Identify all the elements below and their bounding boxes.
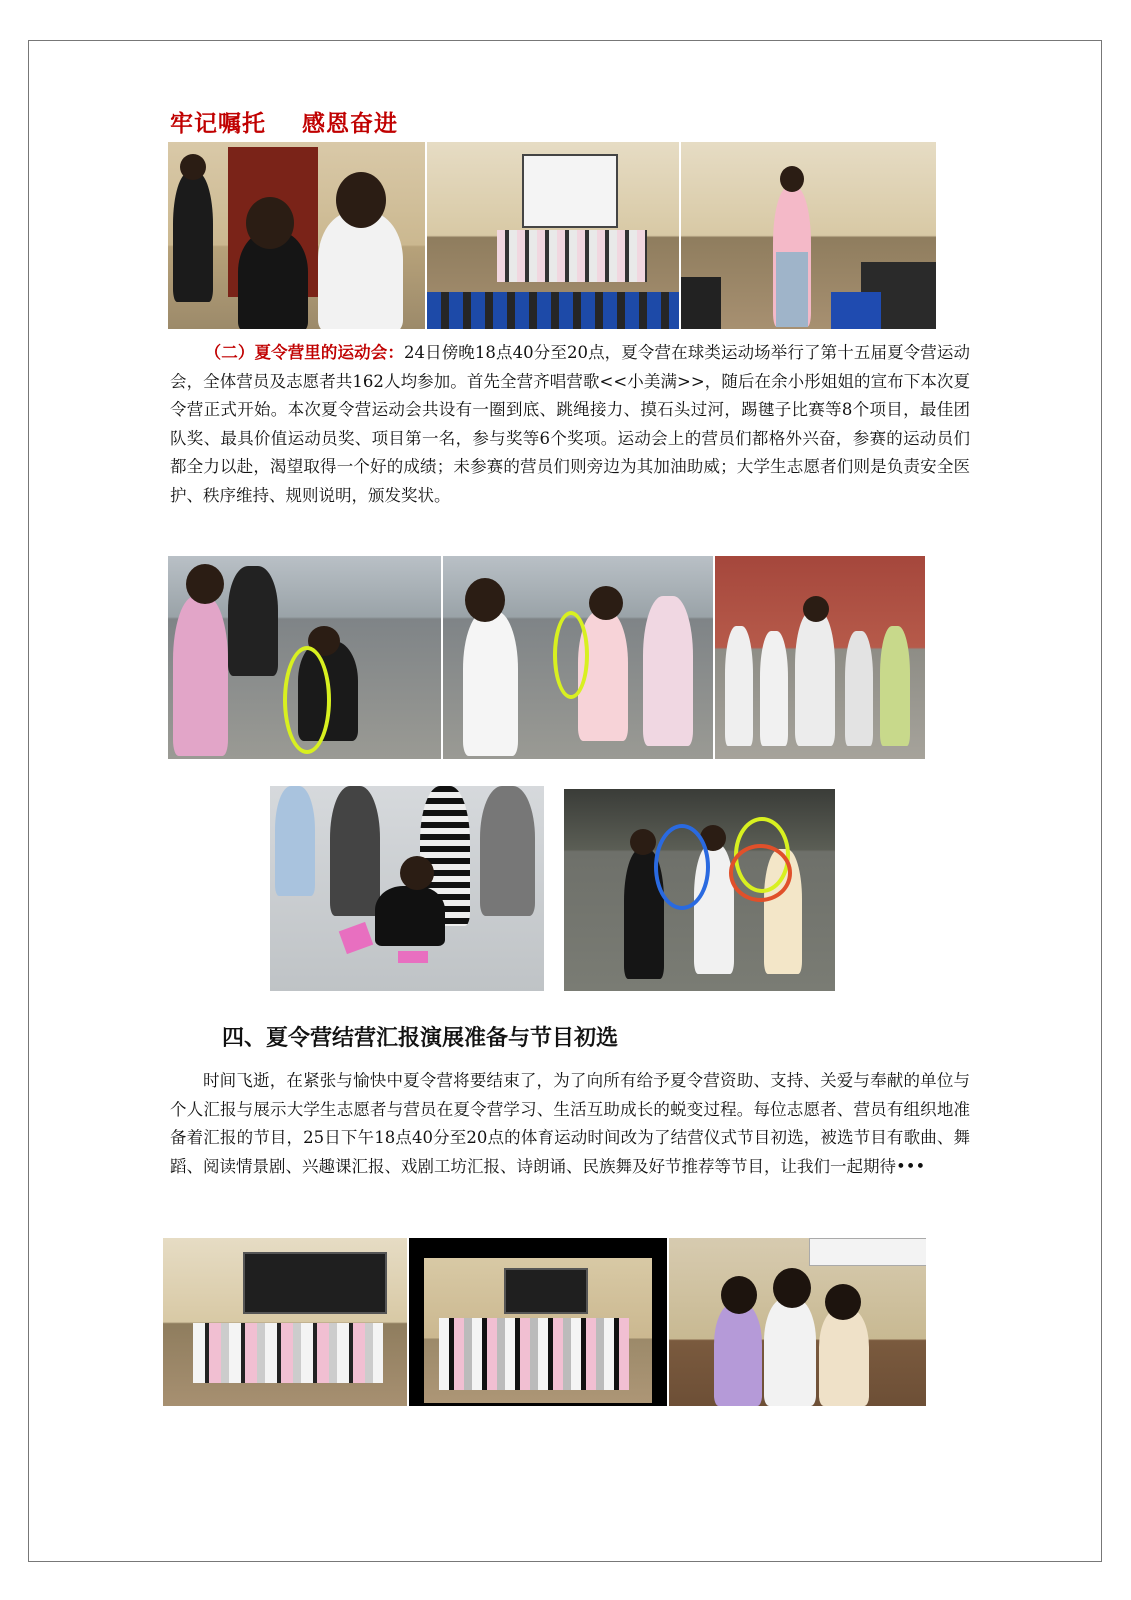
sports-subheading: （二）夏令营里的运动会： (204, 343, 404, 362)
photo-girls-microphone (168, 142, 425, 329)
photo-row-4 (163, 1238, 926, 1406)
photo-row-2 (168, 556, 925, 759)
sports-body: 24日傍晚18点40分至20点，夏令营在球类运动场举行了第十五届夏令营运动会，全体营员及志愿者共162人均参加。首先全营齐唱营歌<<小美满>>，随后在余小彤姐姐的宣布下本次夏令营正式开始。本次夏令营运动会共设有一圈到底、跳绳接力、摸石头过河，踢毽子比赛等8个项目，最佳团队奖、最具价值运动员奖、项目第一名，参与奖等6个奖项。运动会上的营员们都格外兴奋，参赛的运动员们都全力以赴，渴望取得一个好的成绩；未参赛的营员们则旁边为其加油助威；大学生志愿者们则是负责安全医护、秩序维持、规则说明，颁发奖状。 (170, 343, 971, 505)
photo-stage-group (427, 142, 679, 329)
photo-hoop-relay (564, 789, 835, 991)
photo-row-1 (168, 142, 936, 329)
photo-brick-building-game (715, 556, 925, 759)
sports-paragraph (170, 339, 970, 511)
section-four-paragraph (170, 1067, 970, 1181)
photo-girl-speech (681, 142, 936, 329)
photo-stepping-stones (270, 786, 544, 991)
photo-dance-rehearsal-2 (409, 1238, 667, 1406)
page-title: 牢记嘱托 感恩奋进 (170, 111, 399, 138)
photo-boys-singing (669, 1238, 926, 1406)
photo-hoop-pass-1 (168, 556, 441, 759)
section-four-body: 时间飞逝，在紧张与愉快中夏令营将要结束了，为了向所有给予夏令营资助、支持、关爱与奉献的单位与个人汇报与展示大学生志愿者与营员在夏令营学习、生活互助成长的蜕变过程。每位志愿者、营员有组织地准备着汇报的节目，25日下午18点40分至20点的体育运动时间改为了结营仪式节目初选，被选节目有歌曲、舞蹈、阅读情景剧、兴趣课汇报、戏剧工坊汇报、诗朗诵、民族舞及好节推荐等节目，让我们一起期待••• (170, 1071, 970, 1176)
photo-hoop-pass-2 (443, 556, 713, 759)
section-four-heading: 四、夏令营结营汇报演展准备与节目初选 (222, 1026, 619, 1051)
photo-dance-rehearsal-1 (163, 1238, 407, 1406)
